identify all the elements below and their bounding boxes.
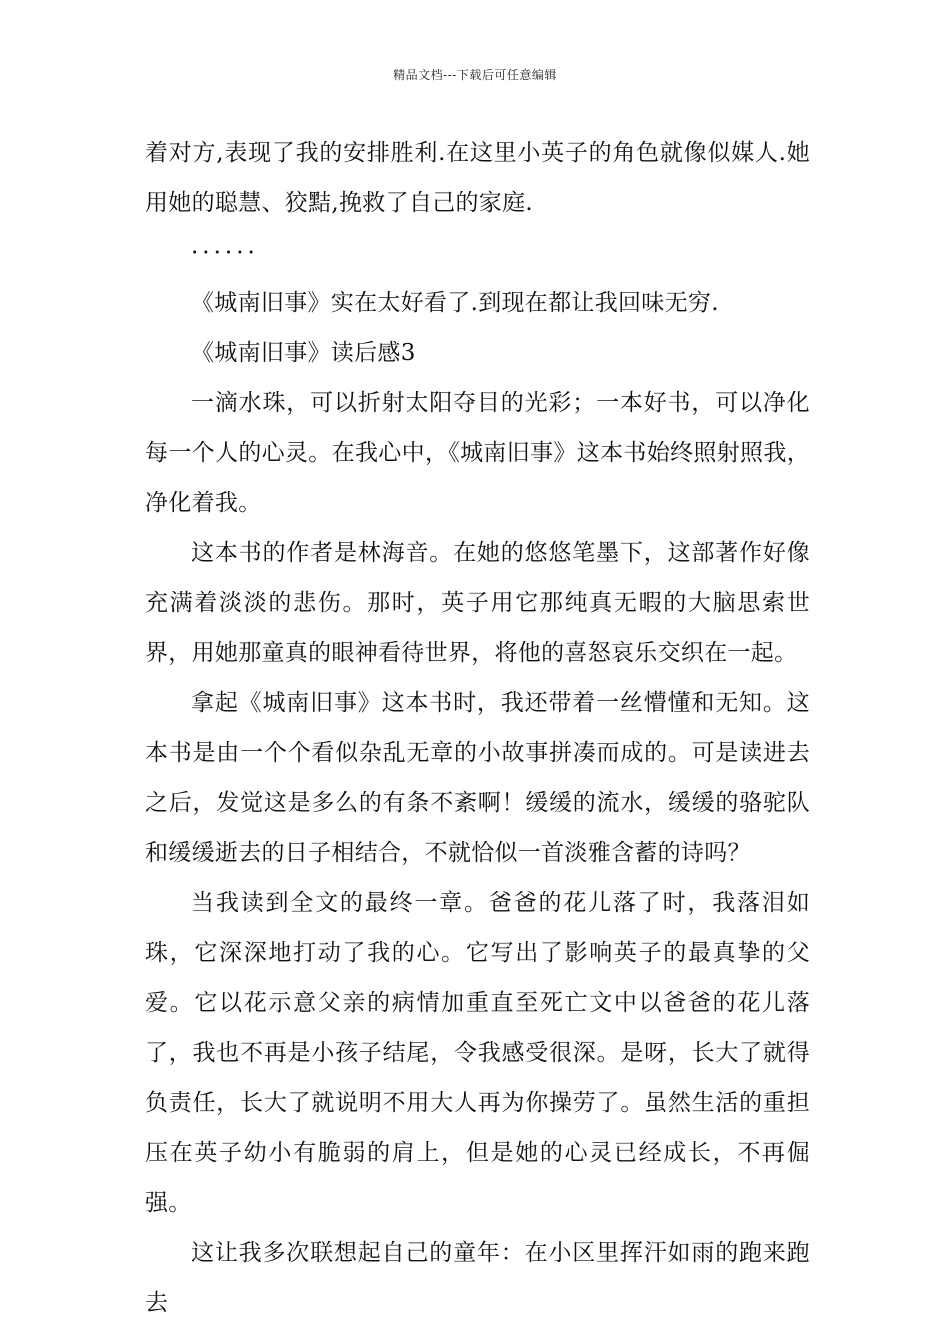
paragraph: 当我读到全文的最终一章。爸爸的花儿落了时，我落泪如珠，它深深地打动了我的心。它写出了影响英子的最真挚的父爱。它以花示意父亲的病情加重直至死亡文中以爸爸的花儿落了，我也不再是小孩子结尾，令我感受很深。是呀，长大了就得负责任，长大了就说明不用大人再为你操劳了。虽然生活的重担压在英子幼小有脆弱的肩上，但是她的心灵已经成长，不再倔强。 bbox=[145, 890, 810, 1216]
section-title: 《城南旧事》读后感3 bbox=[191, 340, 416, 366]
paragraph: 这让我多次联想起自己的童年：在小区里挥汗如雨的跑来跑去 bbox=[145, 1240, 810, 1316]
paragraph: 这本书的作者是林海音。在她的悠悠笔墨下，这部著作好像充满着淡淡的悲伤。那时，英子用它那纯真无暇的大脑思索世界，用她那童真的眼神看待世界，将他的喜怒哀乐交织在一起。 bbox=[145, 540, 810, 666]
ellipsis-line: ······ bbox=[191, 240, 259, 266]
paragraph: 一滴水珠，可以折射太阳夺目的光彩；一本好书，可以净化每一个人的心灵。在我心中，《城南旧事》这本书始终照射照我，净化着我。 bbox=[145, 390, 810, 516]
page-header: 精品文档---下载后可任意编辑 bbox=[393, 68, 557, 82]
paragraph: 《城南旧事》实在太好看了.到现在都让我回味无穷. bbox=[191, 290, 719, 316]
document-body bbox=[145, 128, 810, 1328]
paragraph: 拿起《城南旧事》这本书时，我还带着一丝懵懂和无知。这本书是由一个个看似杂乱无章的小故事拼凑而成的。可是读进去之后，发觉这是多么的有条不紊啊！缓缓的流水，缓缓的骆驼队和缓缓逝去的日子相结合，不就恰似一首淡雅含蓄的诗吗？ bbox=[145, 690, 810, 866]
paragraph-continuation: 着对方,表现了我的安排胜利.在这里小英子的角色就像似媒人.她用她的聪慧、狡黠,挽救了自己的家庭. bbox=[145, 140, 810, 216]
